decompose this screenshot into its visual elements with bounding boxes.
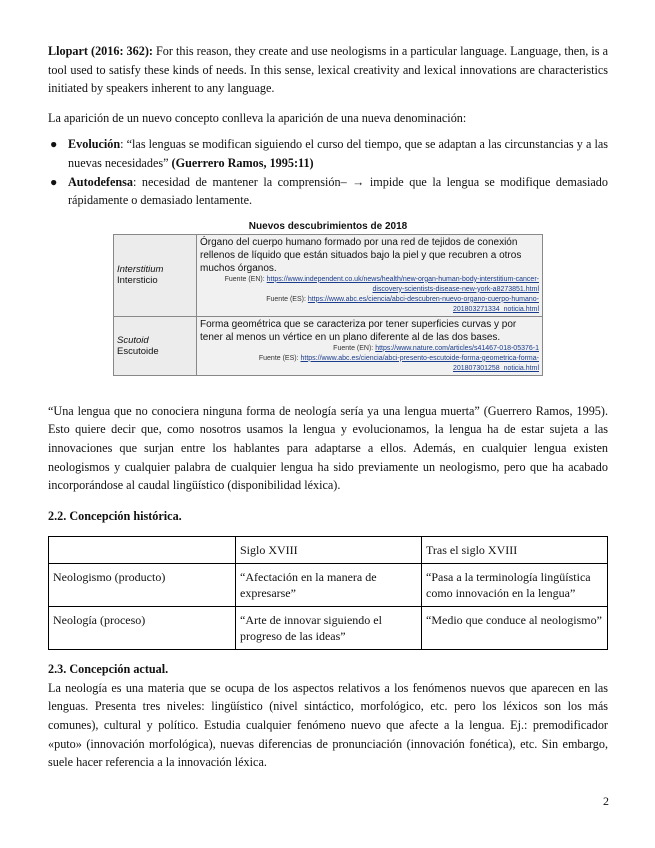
term-spanish: Escutoide	[117, 345, 159, 357]
term-cell	[114, 316, 197, 375]
discoveries-table	[113, 234, 543, 376]
source-label: Fuente (ES):	[258, 354, 301, 362]
source-link[interactable]: https://www.independent.co.uk/news/health/new-organ-human-body-interstitium-cancer-discovery-scientists-disease-new-york-a8273851.html	[266, 275, 539, 293]
table-row	[49, 563, 608, 606]
page-content	[48, 42, 608, 772]
bullet-text: : “las lenguas se modifican siguiendo el curso del tiempo, que se adaptan a las circunstancias y a las nuevas necesidades”	[68, 137, 608, 170]
table-cell: “Arte de innovar siguiendo el progreso de las ideas”	[236, 606, 422, 649]
term-latin: Scutoid	[117, 334, 149, 346]
header-cell	[49, 536, 236, 563]
table-row	[49, 606, 608, 649]
source-label: Fuente (ES):	[266, 295, 308, 303]
table-header-row	[49, 536, 608, 563]
bullet-icon: ●	[50, 174, 58, 189]
list-item	[48, 135, 608, 172]
historical-table	[48, 536, 608, 650]
term-latin: Interstitium	[117, 264, 164, 276]
discoveries-figure	[113, 220, 543, 376]
bullet-term: Autodefensa	[68, 174, 134, 189]
quote-paragraph: “Una lengua que no conociera ninguna forma de neología sería ya una lengua muerta” (Guerrero Ramos, 1995). Esto quiere decir que, como nosotros usamos la lengua y evolucionamos, la lengua ha de estar sujeta a las innovaciones que surjan entre los hablantes para adaptarse a ellos. Además, en cualquier lengua existen neologismos y cualquier palabra de cualquier lengua ha sido previamente un neologismo, pero que ha acabado incorporándose al caudal lingüístico (disponibilidad léxica).	[48, 403, 608, 493]
bullet-icon: ●	[50, 137, 58, 152]
source-link[interactable]: https://www.nature.com/articles/s41467-018-05376-1	[375, 344, 539, 352]
intro-text: For this reason, they create and use neologisms in a particular language. Language, then, is a tool used to satisfy these kinds of needs. In this sense, lexical creativity and lexical innovations are characteristics initiated by speakers inherent to any language.	[48, 44, 609, 96]
source-en	[200, 275, 539, 295]
term-cell	[114, 234, 197, 316]
term-spanish: Intersticio	[117, 275, 158, 287]
page-number: 2	[603, 794, 609, 808]
source-en	[200, 344, 539, 354]
table-cell: “Pasa a la terminología lingüística como innovación en la lengua”	[422, 563, 608, 606]
table-row	[114, 234, 543, 316]
table-cell: “Medio que conduce al neologismo”	[422, 606, 608, 649]
figure-title: Nuevos descubrimientos de 2018	[248, 220, 408, 232]
intro-citation: Llopart (2016: 362):	[48, 44, 153, 58]
definition-cell	[197, 234, 543, 316]
bullet-text: : necesidad de mantener la comprensión– → impide que la lengua se modifique demasiado rápidamente o demasiado lentamente.	[68, 174, 608, 208]
source-link[interactable]: https://www.abc.es/ciencia/abci-presento-escutoide-forma-geometrica-forma-201807301258_noticia.html	[300, 354, 539, 372]
lead-paragraph: La aparición de un nuevo concepto conlleva la aparición de una nueva denominación:	[48, 110, 467, 125]
bullet-citation: (Guerrero Ramos, 1995:11)	[171, 155, 314, 170]
source-label: Fuente (EN):	[224, 275, 267, 283]
definition-cell	[197, 316, 543, 375]
bullet-term: Evolución	[68, 137, 121, 152]
list-item	[48, 173, 608, 210]
header-cell: Tras el siglo XVIII	[422, 536, 608, 563]
table-cell: “Afectación en la manera de expresarse”	[236, 563, 422, 606]
source-link[interactable]: https://www.abc.es/ciencia/abci-descubren-nuevo-organo-cuerpo-humano-201803271334_noticia.html	[307, 295, 539, 313]
definition-text: Forma geométrica que se caracteriza por tener superficies curvas y por tener al menos un vértice en un plano diferente al de las dos bases.	[200, 318, 517, 343]
table-cell: Neología (proceso)	[49, 606, 236, 649]
section-heading-actual: 2.3. Concepción actual.	[48, 661, 169, 676]
source-es	[200, 354, 539, 374]
header-cell: Siglo XVIII	[236, 536, 422, 563]
definition-text: Órgano del cuerpo humano formado por una red de tejidos de conexión rellenos de líquido que están situados bajo la piel y que recubren a otros muchos órganos.	[200, 236, 522, 274]
actual-paragraph: La neología es una materia que se ocupa de los aspectos relativos a los fenómenos nuevos que aparecen en las lenguas. Presenta tres niveles: lingüístico (nivel sintáctico, morfológico, etc. pero los léxicos son los más comunes), cultural y político. Estudia cualquier fenómeno nuevo que afecte a la lengua. Ej.: premodificador «puto» (innovación morfológica), nuevas diferencias de pronunciación (innovación fonética), etc. Sin embargo, suele hacer referencia a la innovación léxica.	[48, 680, 608, 770]
intro-paragraph	[48, 42, 608, 98]
table-cell: Neologismo (producto)	[49, 563, 236, 606]
table-row	[114, 316, 543, 375]
bullet-list	[48, 135, 608, 209]
section-heading-historica: 2.2. Concepción histórica.	[48, 508, 182, 523]
source-es	[200, 295, 539, 315]
source-label: Fuente (EN):	[333, 344, 376, 352]
